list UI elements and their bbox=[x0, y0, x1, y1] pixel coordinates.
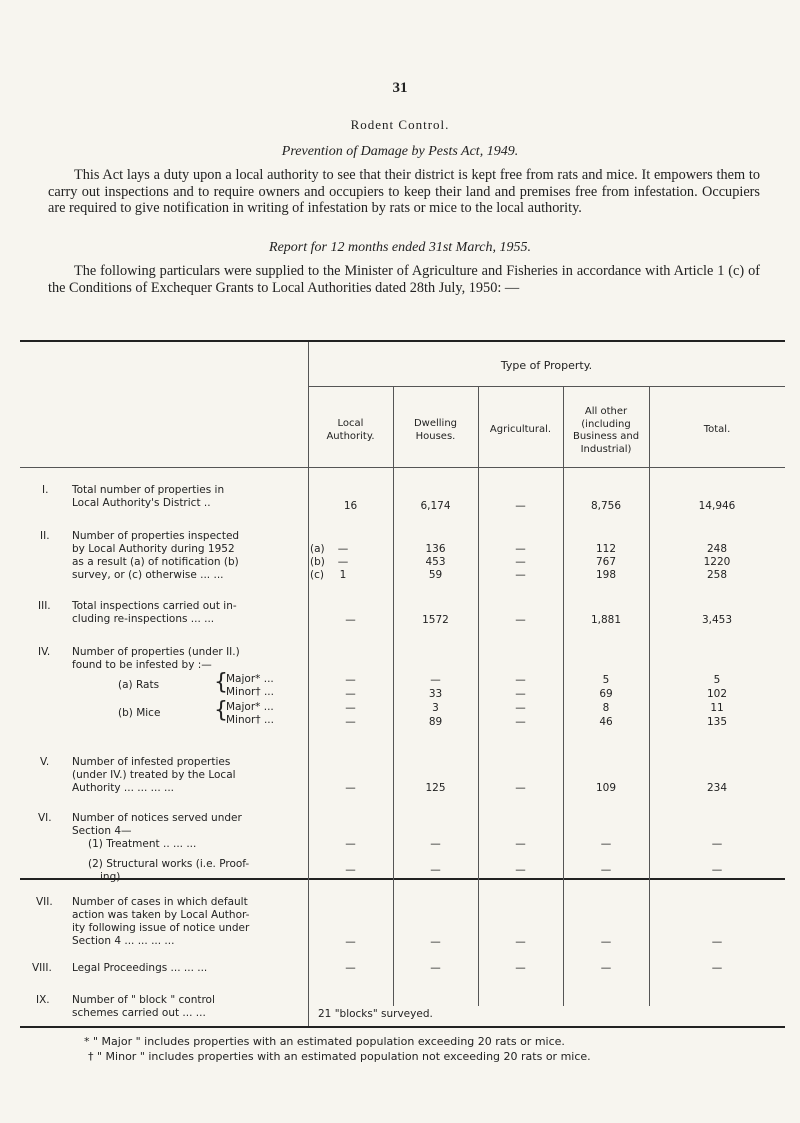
cell-total: 5 102 11 135 bbox=[706, 674, 728, 728]
mice-brace: { bbox=[214, 698, 228, 723]
report-title: Report for 12 months ended 31st March, 1955. bbox=[269, 240, 531, 255]
col-header-local-authority: Local Authority. bbox=[326, 418, 375, 442]
cell-agri: — bbox=[515, 838, 526, 850]
cell-other: 1,881 bbox=[590, 614, 622, 626]
cell-other: 112 767 198 bbox=[595, 543, 617, 581]
footnote-minor: † " Minor " includes properties with an estimated population not exceeding 20 rats or mice. bbox=[88, 1050, 591, 1063]
cell-agri: — bbox=[515, 864, 526, 876]
mice-subtypes: Major* ... Minor† ... bbox=[226, 701, 274, 726]
cell-agri: — bbox=[515, 962, 526, 974]
cell-agri: — — — bbox=[515, 543, 526, 581]
cell-total: — bbox=[711, 864, 723, 876]
row-number: IV. bbox=[38, 646, 51, 658]
row-label: Number of notices served under Section 4— bbox=[72, 812, 242, 837]
row-label: Number of cases in which default action was taken by Local Author- ity following issue of notice under Section 4 ... ... ... ... bbox=[72, 896, 250, 947]
type-of-property-header: Type of Property. bbox=[500, 359, 593, 372]
cell-total: 248 1220 258 bbox=[703, 543, 731, 581]
page-number: 31 bbox=[392, 80, 408, 96]
rats-subtypes: Major* ... Minor† ... bbox=[226, 673, 274, 698]
header-rule bbox=[20, 467, 785, 468]
cell-total: 3,453 bbox=[701, 614, 733, 626]
row-number: I. bbox=[42, 484, 49, 496]
section-heading: Rodent Control. bbox=[350, 117, 450, 132]
cell-other: — bbox=[600, 864, 612, 876]
row-number: VIII. bbox=[32, 962, 52, 974]
row-number: VI. bbox=[38, 812, 52, 824]
cell-total: — bbox=[711, 936, 723, 948]
cell-total: — bbox=[711, 838, 723, 850]
cell-other: — bbox=[600, 936, 612, 948]
cell-other: — bbox=[600, 838, 612, 850]
cell-dwelling: — bbox=[430, 936, 441, 948]
row-label: Legal Proceedings ... ... ... bbox=[72, 962, 208, 974]
cell-total: 14,946 bbox=[698, 500, 736, 512]
cell-other: 5 69 8 46 bbox=[599, 674, 613, 728]
group-header-rule bbox=[308, 386, 785, 387]
cell-agri: — — — — bbox=[515, 674, 526, 728]
cell-dwelling: — 33 3 89 bbox=[428, 674, 443, 728]
cell-local: — — 1 bbox=[337, 543, 349, 581]
row-number: III. bbox=[38, 600, 51, 612]
rats-brace: { bbox=[214, 670, 228, 695]
footnote-major: * " Major " includes properties with an estimated population exceeding 20 rats or mice. bbox=[84, 1035, 565, 1048]
cell-local: — bbox=[345, 614, 356, 626]
cell-other: — bbox=[600, 962, 612, 974]
act-title: Prevention of Damage by Pests Act, 1949. bbox=[281, 144, 519, 159]
row-label: Total inspections carried out in- cluding re-inspections ... ... bbox=[72, 600, 237, 625]
row-label: Number of infested properties (under IV.) treated by the Local Authority ... ... ... ... bbox=[72, 756, 236, 794]
cell-agri: — bbox=[515, 500, 526, 512]
cell-total: 234 bbox=[706, 782, 728, 794]
col-header-all-other: All other (including Business and Industrial) bbox=[572, 406, 640, 455]
cell-local: — bbox=[345, 962, 356, 974]
table-top-rule bbox=[20, 340, 785, 342]
col-header-dwelling-houses: Dwelling Houses. bbox=[413, 418, 458, 442]
report-paragraph: The following particulars were supplied to the Minister of Agriculture and Fisheries in accordance with Article 1 (c) of the Conditions of Exchequer Grants to Local Authorities dated 28th July, 1950: — bbox=[48, 263, 760, 296]
cell-total: — bbox=[711, 962, 723, 974]
cell-local: — — — — bbox=[345, 674, 356, 728]
cell-local: — bbox=[345, 936, 356, 948]
cell-local: — bbox=[345, 782, 356, 794]
cell-local: — bbox=[345, 864, 356, 876]
treatment-label: (1) Treatment .. ... ... bbox=[88, 838, 197, 850]
row-label: Number of " block " control schemes carried out ... ... bbox=[72, 994, 215, 1019]
cell-agri: — bbox=[515, 614, 526, 626]
structural-label: (2) Structural works (i.e. Proof- ing) ... ... ... ... bbox=[88, 858, 250, 883]
cell-dwelling: — bbox=[430, 864, 441, 876]
cell-dwelling: 136 453 59 bbox=[425, 543, 446, 581]
table-bottom-rule bbox=[20, 1026, 785, 1028]
cell-other: 8,756 bbox=[590, 500, 622, 512]
row-number: II. bbox=[40, 530, 50, 542]
sub-labels: (a) (b) (c) bbox=[310, 543, 325, 581]
cell-dwelling: 125 bbox=[425, 782, 446, 794]
cell-agri: — bbox=[515, 782, 526, 794]
cell-dwelling: 6,174 bbox=[420, 500, 451, 512]
intro-paragraph: This Act lays a duty upon a local authority to see that their district is kept free from rats and mice. It empowers them to carry out inspections and to require owners and occupiers to keep their land and premises free from infestation. Occupiers are required to give notification in writing of infestation by rats or mice to the local authority. bbox=[48, 167, 760, 216]
row-number: V. bbox=[40, 756, 50, 768]
cell-dwelling: — bbox=[430, 838, 441, 850]
cell-dwelling: — bbox=[430, 962, 441, 974]
cell-other: 109 bbox=[595, 782, 617, 794]
row-label: Number of properties (under II.) found to be infested by :— bbox=[72, 646, 240, 671]
block-schemes-value: 21 "blocks" surveyed. bbox=[318, 1008, 437, 1021]
col-header-total: Total. bbox=[703, 424, 731, 435]
row-label: Number of properties inspected by Local Authority during 1952 as a result (a) of notification (b) survey, or (c) otherwise ... ... bbox=[72, 530, 240, 581]
mice-label: (b) Mice bbox=[118, 707, 161, 719]
cell-local: 16 bbox=[343, 500, 358, 512]
cell-agri: — bbox=[515, 936, 526, 948]
row-label: Total number of properties in Local Authority's District .. bbox=[72, 484, 225, 509]
cell-dwelling: 1572 bbox=[422, 614, 449, 626]
col-header-agricultural: Agricultural. bbox=[489, 424, 552, 435]
cell-local: — bbox=[345, 838, 356, 850]
row-number: IX. bbox=[36, 994, 50, 1006]
row-number: VII. bbox=[36, 896, 53, 908]
rats-label: (a) Rats bbox=[118, 679, 160, 691]
